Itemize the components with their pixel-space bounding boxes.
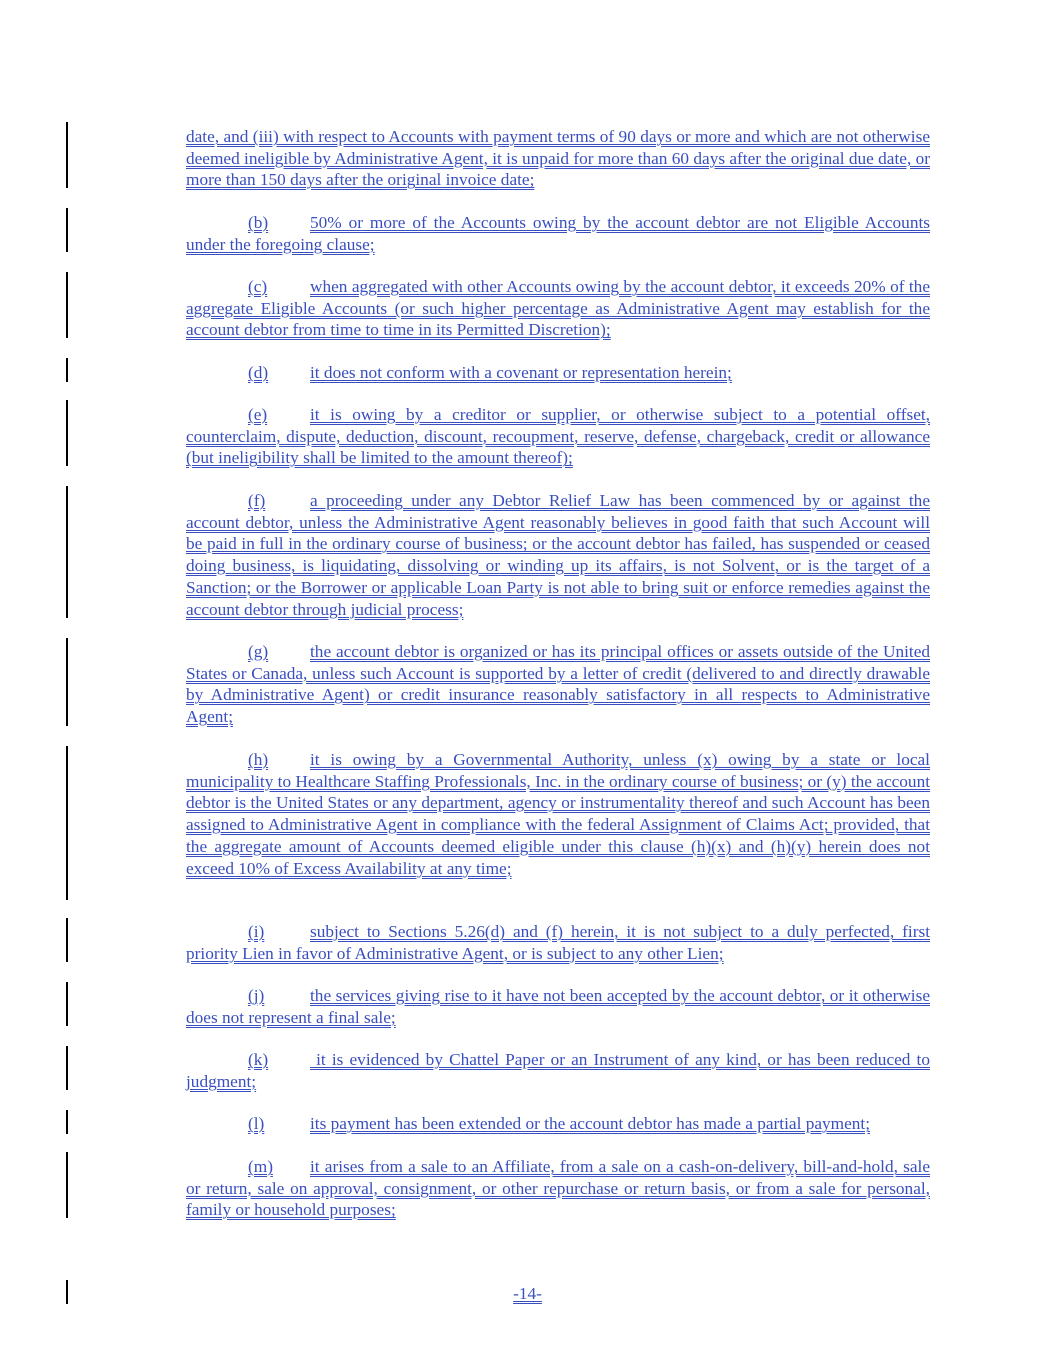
continuation-paragraph <box>186 126 930 191</box>
change-bar <box>66 358 68 382</box>
clause-text: a proceeding under any Debtor Relief Law has been commenced by or against the account debtor, unless the Administrative Agent reasonably believes in good faith that such Account will be paid in full in the ordinary course of business; or the account debtor has failed, has suspended or ceased doing business, is liquidating, dissolving or winding up its affairs, is not Solvent, or is the target of a Sanction; or the Borrower or applicable Loan Party is not able to bring suit or enforce remedies against the account debtor through judicial process; <box>186 491 930 619</box>
clause-label: (m) <box>248 1157 273 1176</box>
clause-l <box>186 1113 930 1135</box>
clause-label: (k) <box>248 1050 269 1069</box>
clause-text: it is owing by a creditor or supplier, or otherwise subject to a potential offset, counterclaim, dispute, deduction, discount, recoupment, reserve, defense, chargeback, credit or allowance (but ineligibility shall be limited to the amount thereof); <box>186 405 930 468</box>
change-bar <box>66 122 68 188</box>
page-number <box>0 1284 1055 1304</box>
page-number-text: -14- <box>513 1284 542 1303</box>
clause-c <box>186 276 930 341</box>
clause-text: when aggregated with other Accounts owing by the account debtor, it exceeds 20% of the aggregate Eligible Accounts (or such higher percentage as Administrative Agent may establish for the account debtor from time to time in its Permitted Discretion); <box>186 277 930 340</box>
clause-d <box>186 362 930 384</box>
clause-i <box>186 921 930 964</box>
clause-label: (j) <box>248 986 265 1005</box>
clause-label: (c) <box>248 277 268 296</box>
change-bar <box>66 1152 68 1218</box>
clause-label: (d) <box>248 363 269 382</box>
change-bar <box>66 400 68 466</box>
clause-text: subject to Sections 5.26(d) and (f) herein, it is not subject to a duly perfected, first priority Lien in favor of Administrative Agent, or is subject to any other Lien; <box>186 922 930 963</box>
clause-text: it is owing by a Governmental Authority, unless (x) owing by a state or local municipality to Healthcare Staffing Professionals, Inc. in the ordinary course of business; or (y) the account debtor is the United States or any department, agency or instrumentality thereof and such Account has been assigned to Administrative Agent in compliance with the federal Assignment of Claims Act; provided, that the aggregate amount of Accounts deemed eligible under this clause (h)(x) and (h)(y) herein does not exceed 10% of Excess Availability at any time; <box>186 750 931 878</box>
clause-e <box>186 404 930 469</box>
clause-text: its payment has been extended or the account debtor has made a partial payment; <box>310 1114 870 1133</box>
change-bar <box>66 208 68 252</box>
clause-text: 50% or more of the Accounts owing by the account debtor are not Eligible Accounts under the foregoing clause; <box>186 213 930 254</box>
clause-text: it is evidenced by Chattel Paper or an Instrument of any kind, or has been reduced to judgment; <box>186 1050 930 1091</box>
paragraph-text: date, and (iii) with respect to Accounts with payment terms of 90 days or more and which are not otherwise deemed ineligible by Administrative Agent, it is unpaid for more than 60 days after the original due date, or more than 150 days after the original invoice date; <box>186 127 930 190</box>
clause-f <box>186 490 930 620</box>
clause-text: it does not conform with a covenant or representation herein; <box>310 363 732 382</box>
clause-label: (h) <box>248 750 269 769</box>
change-bar <box>66 486 68 618</box>
clause-text: the account debtor is organized or has its principal offices or assets outside of the United States or Canada, unless such Account is supported by a letter of credit (delivered to and directly drawable by Administrative Agent) or credit insurance reasonably satisfactory in all respects to Administrative Agent; <box>186 642 930 727</box>
change-bar <box>66 918 68 962</box>
clause-label: (f) <box>248 491 266 510</box>
clause-label: (l) <box>248 1114 265 1133</box>
clause-j <box>186 985 930 1028</box>
change-bar <box>66 982 68 1026</box>
clause-b <box>186 212 930 255</box>
clause-label: (e) <box>248 405 268 424</box>
clause-label: (i) <box>248 922 265 941</box>
clause-label: (b) <box>248 213 269 232</box>
clause-text: it arises from a sale to an Affiliate, from a sale on a cash-on-delivery, bill-and-hold, sale or return, sale on approval, consignment, or other repurchase or return basis, or from a sale for personal, family or household purposes; <box>186 1157 930 1220</box>
clause-m <box>186 1156 930 1221</box>
change-bar <box>66 272 68 338</box>
clause-h <box>186 749 930 879</box>
clause-g <box>186 641 930 728</box>
clause-label: (g) <box>248 642 269 661</box>
change-bar <box>66 1110 68 1134</box>
change-bar <box>66 746 68 900</box>
clause-text: the services giving rise to it have not been accepted by the account debtor, or it otherwise does not represent a final sale; <box>186 986 930 1027</box>
clause-k <box>186 1049 930 1092</box>
change-bar <box>66 1046 68 1090</box>
change-bar <box>66 638 68 726</box>
